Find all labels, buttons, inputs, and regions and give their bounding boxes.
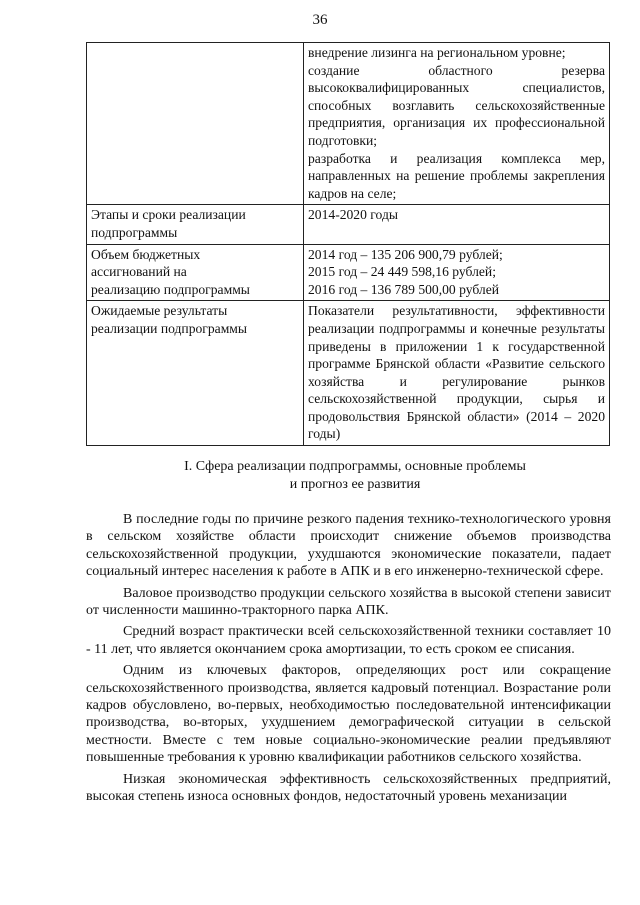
table-label-cell bbox=[87, 301, 304, 446]
table-content-cell bbox=[304, 43, 610, 205]
table-label-line: ассигнований на bbox=[91, 264, 187, 280]
table-content-cell bbox=[304, 301, 610, 446]
section-body bbox=[86, 511, 611, 810]
table-label-cell bbox=[87, 43, 304, 205]
table-label-line: подпрограммы bbox=[91, 224, 178, 240]
table-label-cell bbox=[87, 244, 304, 301]
body-paragraph: Валовое производство продукции сельского хозяйства в высокой степени зависит от численности машинно-тракторного парка АПК. bbox=[86, 585, 611, 619]
table-row bbox=[87, 43, 610, 205]
table-row bbox=[87, 205, 610, 244]
page-number: 36 bbox=[312, 12, 328, 28]
table-label-line: Этапы и сроки реализации bbox=[91, 207, 246, 223]
section-heading bbox=[100, 458, 610, 494]
table-content-line: создание областного резерва высококвалифицированных специалистов, способных возглавить сельскохозяйственные предприятия, организация их профессиональной подготовки; bbox=[308, 62, 605, 148]
table-label-cell bbox=[87, 205, 304, 244]
body-paragraph: Низкая экономическая эффективность сельскохозяйственных предприятий, высокая степень износа основных фондов, недостаточный уровень механизации bbox=[86, 771, 611, 805]
table-content-line: внедрение лизинга на региональном уровне; bbox=[308, 45, 566, 60]
body-paragraph: Одним из ключевых факторов, определяющих рост или сокращение сельскохозяйственного производства, является кадровый потенциал. Возрастание роли кадров обусловлено, во-первых, необходимостью последовательной интенсификации производства, во-вторых, ухудшением демографической ситуации в сельской местности. Вместе с тем новые социально-экономические реалии предъявляют повышенные требования к уровню квалификации работников сельского хозяйства. bbox=[86, 663, 611, 766]
table-content-line: 2016 год – 136 789 500,00 рублей bbox=[308, 281, 500, 297]
table-content-line: 2015 год – 24 449 598,16 рублей; bbox=[308, 264, 496, 280]
table-label-line: Объем бюджетных bbox=[91, 246, 201, 262]
table-label-line: Ожидаемые результаты bbox=[91, 303, 228, 319]
table-content-cell bbox=[304, 205, 610, 244]
table-content-line: Показатели результативности, эффективности реализации подпрограммы и конечные результаты приведены в приложении 1 к государственной программе Брянской области «Развитие сельского хозяйства и регулирование рынков сельскохозяйственной продукции, сырья и продовольствия Брянской области» (2014 – 2020 годы) bbox=[308, 303, 605, 442]
table-label-line: реализацию подпрограммы bbox=[91, 281, 250, 297]
table-content-line: 2014 год – 135 206 900,79 рублей; bbox=[308, 246, 503, 262]
table-content-line: 2014-2020 годы bbox=[308, 207, 398, 223]
table-content-cell bbox=[304, 244, 610, 301]
section-heading-line: I. Сфера реализации подпрограммы, основные проблемы bbox=[184, 459, 526, 474]
table-row bbox=[87, 301, 610, 446]
body-paragraph: В последние годы по причине резкого падения технико-технологического уровня в сельском хозяйстве области происходит снижение объемов производства сельскохозяйственной продукции, ухудшаются экономические показатели, падает социальный интерес населения к работе в АПК и в его инженерно-технической сфере. bbox=[86, 512, 611, 580]
section-heading-line: и прогноз ее развития bbox=[289, 477, 421, 492]
table-content-line: разработка и реализация комплекса мер, направленных на решение проблемы закрепления кадров на селе; bbox=[308, 150, 605, 201]
table-label-line: реализации подпрограммы bbox=[91, 320, 248, 336]
body-paragraph: Средний возраст практически всей сельскохозяйственной техники составляет 10 - 11 лет, что является окончанием срока амортизации, то есть сроком ее списания. bbox=[86, 624, 611, 657]
subprogram-passport-table bbox=[86, 42, 610, 446]
table-row bbox=[87, 244, 610, 301]
